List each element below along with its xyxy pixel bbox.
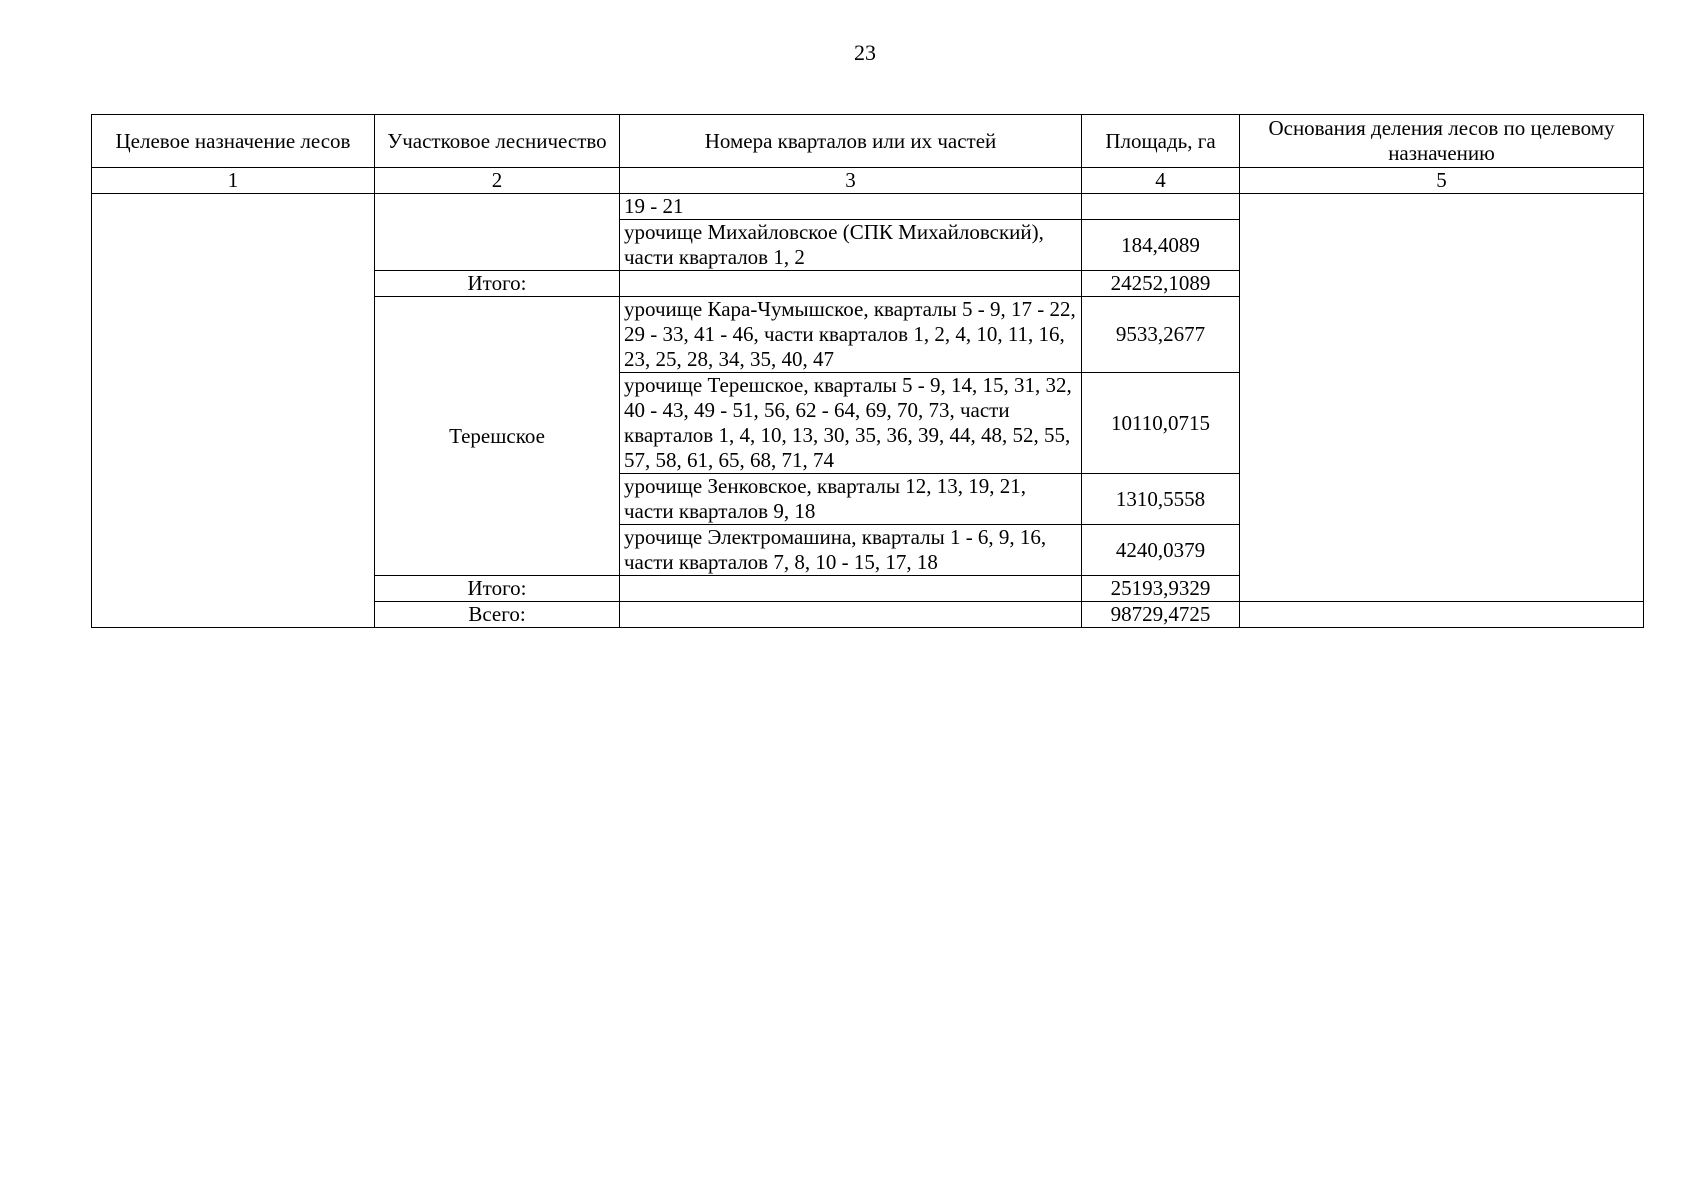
quarters-cell: урочище Михайловское (СПК Михайловский), части кварталов 1, 2 (620, 220, 1082, 271)
header-area: Площадь, га (1082, 115, 1240, 168)
subtotal-area: 24252,1089 (1082, 271, 1240, 297)
total-area: 98729,4725 (1082, 602, 1240, 628)
column-number: 5 (1240, 168, 1644, 194)
quarters-cell: урочище Электромашина, кварталы 1 - 6, 9, 16, части кварталов 7, 8, 10 - 15, 17, 18 (620, 525, 1082, 576)
column-number-row (92, 168, 1644, 194)
empty-cell (1240, 602, 1644, 628)
header-basis: Основания деления лесов по целевому назначению (1240, 115, 1644, 168)
total-label: Всего: (375, 602, 620, 628)
column-number: 3 (620, 168, 1082, 194)
quarters-cell: урочище Зенковское, кварталы 12, 13, 19, 21, части кварталов 9, 18 (620, 474, 1082, 525)
subtotal-label: Итого: (375, 576, 620, 602)
table-row (92, 194, 1644, 220)
column-number: 2 (375, 168, 620, 194)
area-cell: 10110,0715 (1082, 373, 1240, 474)
header-forestry: Участковое лесничество (375, 115, 620, 168)
area-cell: 9533,2677 (1082, 297, 1240, 373)
subtotal-area: 25193,9329 (1082, 576, 1240, 602)
page-number: 23 (854, 40, 876, 65)
empty-cell (620, 576, 1082, 602)
quarters-cell: урочище Кара-Чумышское, кварталы 5 - 9, 17 - 22, 29 - 33, 41 - 46, части кварталов 1, 2, 4, 10, 11, 16, 23, 25, 28, 34, 35, 40, 47 (620, 297, 1082, 373)
forestry-name: Терешское (375, 297, 620, 576)
area-cell: 1310,5558 (1082, 474, 1240, 525)
header-purpose: Целевое назначение лесов (92, 115, 375, 168)
quarters-cell: урочище Терешское, кварталы 5 - 9, 14, 15, 31, 32, 40 - 43, 49 - 51, 56, 62 - 64, 69, 70, 73, части кварталов 1, 4, 10, 13, 30, 35, 36, 39, 44, 48, 52, 55, 57, 58, 61, 65, 68, 71, 74 (620, 373, 1082, 474)
subtotal-label: Итого: (375, 271, 620, 297)
empty-cell (620, 271, 1082, 297)
empty-cell (620, 602, 1082, 628)
forest-purpose-table (91, 114, 1644, 628)
purpose-cell (92, 194, 375, 628)
quarters-cell: 19 - 21 (620, 194, 1082, 220)
basis-cell (1240, 194, 1644, 602)
area-cell (1082, 194, 1240, 220)
column-number: 1 (92, 168, 375, 194)
table-header-row (92, 115, 1644, 168)
header-quarters: Номера кварталов или их частей (620, 115, 1082, 168)
column-number: 4 (1082, 168, 1240, 194)
forestry-cell-previous (375, 194, 620, 271)
area-cell: 184,4089 (1082, 220, 1240, 271)
area-cell: 4240,0379 (1082, 525, 1240, 576)
